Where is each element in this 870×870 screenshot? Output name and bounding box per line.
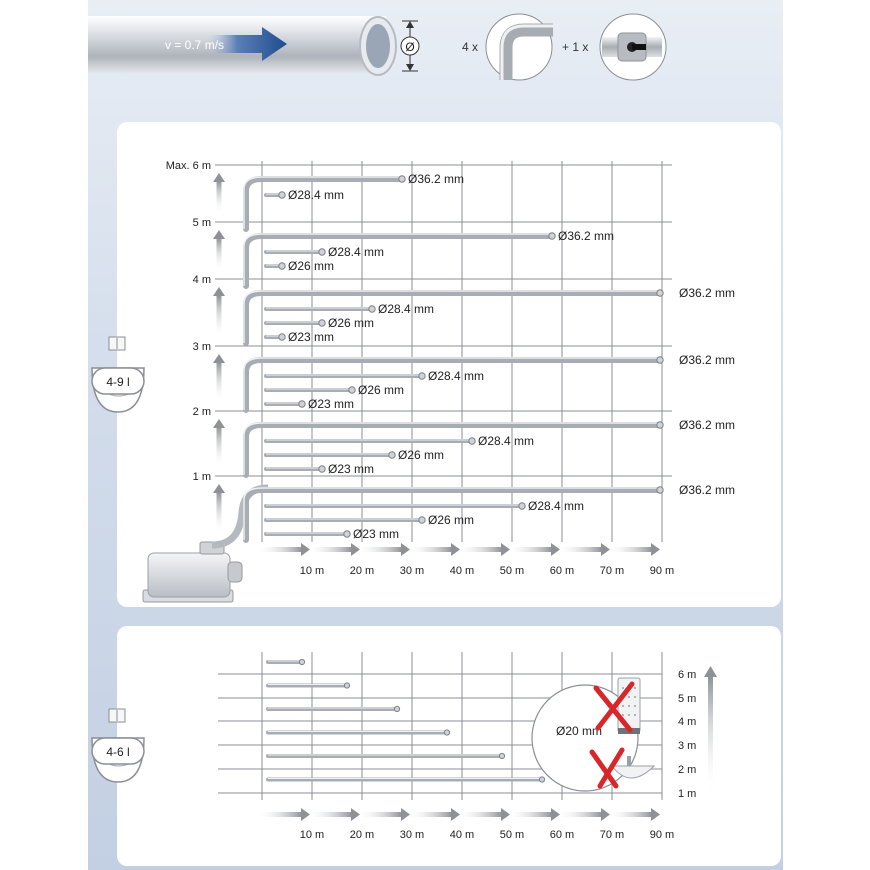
length-label-2: 30 m (399, 829, 425, 841)
height-label-3: 3 m (192, 341, 211, 353)
big-pipe-bore (366, 24, 390, 68)
height-label-1: 5 m (192, 217, 211, 229)
pipe-end-cap-icon (389, 452, 395, 458)
shower-nozzle-dot (628, 714, 630, 716)
length-label-5: 60 m (549, 829, 575, 841)
length-label-7: 90 m (649, 829, 675, 841)
pipe-diameter-label: Ø36.2 mm (408, 172, 465, 186)
pipe-diameter-label: Ø36.2 mm (679, 353, 736, 367)
height-label-2: 4 m (678, 716, 697, 728)
pipe-end-cap-icon (319, 320, 325, 326)
length-arrow-shaft (357, 547, 402, 552)
length-label-5: 60 m (549, 565, 575, 577)
height-label-4: 2 m (192, 406, 211, 418)
pipe-end-cap-icon (657, 487, 663, 493)
pump-outlet (228, 562, 242, 582)
height-label-5: 1 m (192, 471, 211, 483)
pipe-diameter-label: Ø36.2 mm (679, 483, 736, 497)
pipe-diameter-label: Ø36.2 mm (679, 418, 736, 432)
shower-nozzle-dot (622, 705, 624, 707)
length-label-0: 10 m (299, 565, 325, 577)
length-arrow-shaft (607, 812, 652, 817)
length-label-6: 70 m (599, 565, 625, 577)
pipe-end-cap-icon (657, 290, 663, 296)
pipe-end-cap-icon (539, 777, 544, 782)
length-label-0: 10 m (299, 829, 325, 841)
pipe-diameter-label: Ø26 mm (288, 259, 335, 273)
pipe-diameter-label: Ø28.4 mm (478, 434, 535, 448)
height-label-1: 5 m (678, 693, 697, 705)
pipe-end-cap-icon (299, 401, 305, 407)
pipe-end-cap-icon (369, 306, 375, 312)
length-label-1: 20 m (349, 829, 375, 841)
bowl-large-label: 4-9 l (106, 375, 130, 389)
length-label-7: 90 m (649, 565, 675, 577)
length-arrow-shaft (457, 547, 502, 552)
pipe-end-cap-icon (279, 192, 285, 198)
length-label-2: 30 m (399, 565, 425, 577)
pipe-end-cap-icon (657, 357, 663, 363)
length-arrow-shaft (307, 547, 352, 552)
height-label-4: 2 m (678, 764, 697, 776)
pipe-end-cap-icon (419, 373, 425, 379)
pipe-end-cap-icon (419, 517, 425, 523)
shower-nozzle-dot (628, 705, 630, 707)
height-arrow-shaft (217, 362, 222, 403)
pipe-end-cap-icon (394, 706, 399, 711)
length-arrow-shaft (607, 547, 652, 552)
length-label-4: 50 m (499, 565, 525, 577)
pipe-end-cap-icon (657, 422, 663, 428)
length-arrow-shaft (457, 812, 502, 817)
height-label-5: 1 m (678, 788, 697, 800)
pipe-diameter-label: Ø23 mm (328, 462, 375, 476)
pipe-end-cap-icon (279, 263, 285, 269)
pipe-end-cap-icon (344, 683, 349, 688)
length-label-3: 40 m (449, 565, 475, 577)
bowl-small-label: 4-6 l (106, 745, 130, 759)
pipe-end-cap-icon (299, 659, 304, 664)
shower-nozzle-dot (634, 714, 636, 716)
shower-nozzle-dot (622, 687, 624, 689)
length-label-4: 50 m (499, 829, 525, 841)
height-arrow-shaft (217, 427, 222, 468)
velocity-label: v = 0.7 m/s (165, 38, 225, 52)
pipe-end-cap-icon (319, 466, 325, 472)
pipe-diameter-label: Ø26 mm (428, 513, 475, 527)
pump-body (148, 553, 230, 597)
sink-faucet (627, 756, 631, 766)
pipe-diameter-label: Ø26 mm (398, 448, 445, 462)
pipe-diameter-label: Ø28.4 mm (328, 245, 385, 259)
pipe-diameter-label: Ø36.2 mm (679, 286, 736, 300)
detail-diameter-label: Ø20 mm (556, 724, 603, 738)
pipe-diameter-label: Ø23 mm (308, 397, 355, 411)
height-label-3: 3 m (678, 740, 697, 752)
height-label-0: Max. 6 m (165, 160, 211, 172)
pipe-end-cap-icon (349, 387, 355, 393)
pipe-end-cap-icon (444, 730, 449, 735)
pipe-end-cap-icon (279, 334, 285, 340)
shower-nozzle-dot (634, 687, 636, 689)
pipe-end-cap-icon (499, 753, 504, 758)
pipe-diameter-label: Ø28.4 mm (378, 302, 435, 316)
pipe-diameter-label: Ø28.4 mm (288, 188, 345, 202)
height-label-0: 6 m (678, 669, 697, 681)
shower-nozzle-dot (628, 696, 630, 698)
length-arrow-shaft (257, 547, 302, 552)
pipe-end-cap-icon (399, 176, 405, 182)
height-label-2: 4 m (192, 274, 211, 286)
pipe-diameter-label: Ø23 mm (353, 527, 400, 541)
background-right (783, 0, 870, 870)
pipe-end-cap-icon (344, 531, 350, 537)
length-arrow-shaft (357, 812, 402, 817)
pipe-diameter-label: Ø36.2 mm (558, 229, 615, 243)
height-arrow-shaft (217, 295, 222, 338)
pipe-diameter-label: Ø23 mm (288, 330, 335, 344)
height-arrow-shaft (217, 181, 222, 214)
length-arrow-shaft (257, 812, 302, 817)
length-arrow-shaft (557, 547, 602, 552)
length-arrow-shaft (507, 812, 552, 817)
shower-nozzle-dot (634, 705, 636, 707)
valve-handle-icon (632, 44, 646, 50)
length-arrow-shaft (407, 547, 452, 552)
valve-count: + 1 x (562, 40, 589, 54)
pipe-diameter-label: Ø26 mm (328, 316, 375, 330)
pipe-diameter-label: Ø28.4 mm (528, 499, 585, 513)
elbow-count: 4 x (462, 40, 479, 54)
pipe-diameter-label: Ø28.4 mm (428, 369, 485, 383)
pipe-end-cap-icon (549, 233, 555, 239)
pipe-end-cap-icon (469, 438, 475, 444)
shower-nozzle-dot (634, 696, 636, 698)
pipe-end-cap-icon (319, 249, 325, 255)
length-label-6: 70 m (599, 829, 625, 841)
length-arrow-shaft (407, 812, 452, 817)
length-label-3: 40 m (449, 829, 475, 841)
length-arrow-shaft (507, 547, 552, 552)
pipe-diameter-label: Ø26 mm (358, 383, 405, 397)
height-arrow-shaft (217, 238, 222, 271)
length-arrow-shaft (307, 812, 352, 817)
length-label-1: 20 m (349, 565, 375, 577)
height-arrow-shaft (708, 676, 713, 796)
pipe-end-cap-icon (519, 503, 525, 509)
shower-nozzle-dot (622, 714, 624, 716)
height-arrow-shaft (217, 492, 222, 534)
diameter-symbol: Ø (405, 40, 415, 54)
length-arrow-shaft (557, 812, 602, 817)
